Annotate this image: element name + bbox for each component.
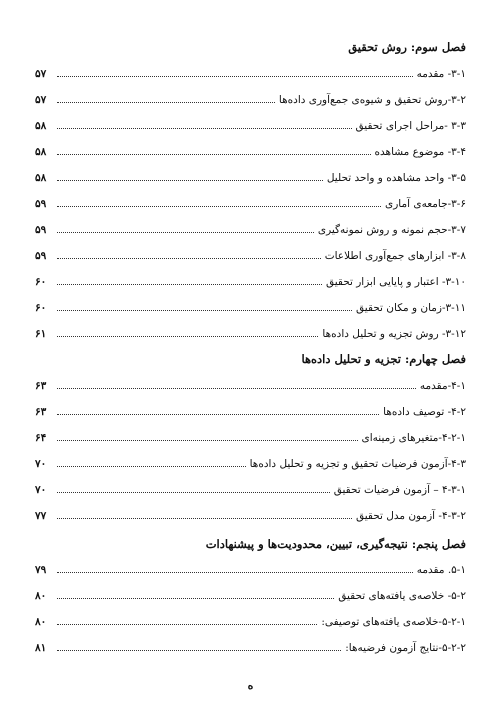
toc-entry-page: ۷۰ [35,484,47,496]
toc-entry [35,588,466,602]
dot-leader [57,76,413,77]
dot-leader [57,440,358,441]
page-number: ه [247,679,254,692]
toc-entry [35,456,466,470]
toc-entry-page: ۵۷ [35,68,47,80]
toc-entry [35,482,466,496]
toc-entry [35,640,466,654]
toc-entry-title: ۵-۱. مقدمه [416,564,466,576]
toc-entry-page: ۶۰ [35,276,47,288]
dot-leader [57,232,314,233]
toc-entry-title: ۳-۱۲- روش تجزیه و تحلیل داده‌ها [322,328,466,340]
dot-leader [57,206,381,207]
toc-entry [35,248,466,262]
dot-leader [57,284,322,285]
chapter-heading: فصل پنجم: نتیجه‌گیری، تبیین، محدودیت‌ها و پیشنهادات [205,537,466,551]
dot-leader [57,598,334,599]
toc-entry-title: ۳-۳ -مراحل اجرای تحقیق [355,120,466,132]
toc-entry [35,144,466,158]
toc-entry-title: ۴-۳-۲- آزمون مدل تحقیق [355,510,466,522]
toc-entry-title: ۳-۱- مقدمه [416,68,466,80]
dot-leader [57,102,275,103]
toc-entry-page: ۵۷ [35,94,47,106]
toc-entry [35,66,466,80]
toc-entry-title: ۳-۴- موضوع مشاهده [374,146,466,158]
toc-entry-page: ۵۸ [35,120,47,132]
toc-entry [35,508,466,522]
toc-entry-page: ۵۹ [35,250,47,262]
toc-entry-title: ۳-۱۱-زمان و مکان تحقیق [356,302,466,314]
toc-entry-title: ۴-۲- توصیف داده‌ها [383,406,466,418]
toc-entry [35,404,466,418]
dot-leader [57,624,317,625]
toc-entry [35,118,466,132]
dot-leader [57,154,371,155]
toc-entry-title: ۳-۷-حجم نمونه و روش نمونه‌گیری [317,224,466,236]
dot-leader [57,650,341,651]
toc-entry-page: ۶۳ [35,380,47,392]
toc-entry-title: ۳-۶-جامعه‌ی آماری [385,198,466,210]
toc-entry-title: ۴-۳-آزمون فرضیات تحقیق و تجزیه و تحلیل داده‌ها [249,458,466,470]
dot-leader [57,572,413,573]
toc-entry-title: ۳-۱۰- اعتبار و پایایی ابزار تحقیق [325,276,466,288]
toc-entry [35,326,466,340]
dot-leader [57,518,352,519]
toc-entry-title: ۳-۵- واحد مشاهده و واحد تحلیل [326,172,466,184]
toc-entry-page: ۸۱ [35,642,47,654]
toc-entry-page: ۵۹ [35,224,47,236]
toc-entry-title: ۵-۲- خلاصه‌ی یافته‌های تحقیق [338,590,466,602]
dot-leader [57,258,321,259]
dot-leader [57,466,246,467]
toc-entry [35,196,466,210]
dot-leader [57,310,352,311]
toc-entry [35,170,466,184]
chapter-heading: فصل سوم: روش تحقیق [348,40,466,54]
toc-entry-page: ۵۸ [35,172,47,184]
dot-leader [57,128,352,129]
toc-entry-page: ۶۳ [35,406,47,418]
toc-entry [35,614,466,628]
toc-entry-page: ۵۸ [35,146,47,158]
toc-entry-page: ۶۴ [35,432,47,444]
toc-entry-title: ۵-۲-۲-نتایج آزمون فرضیه‌ها: [345,642,466,654]
dot-leader [57,180,323,181]
toc-entry-page: ۸۰ [35,616,47,628]
toc-entry [35,222,466,236]
dot-leader [57,388,416,389]
dot-leader [57,336,318,337]
toc-entry-page: ۷۹ [35,564,47,576]
toc-entry-page: ۶۰ [35,302,47,314]
toc-entry-page: ۸۰ [35,590,47,602]
chapter-heading: فصل چهارم: تجزیه و تحلیل داده‌ها [301,352,466,366]
toc-entry-title: ۳-۲-روش تحقیق و شیوه‌ی جمع‌آوری داده‌ها [278,94,466,106]
toc-entry-page: ۷۰ [35,458,47,470]
toc-entry [35,92,466,106]
toc-entry-title: ۳-۸- ابزارهای جمع‌آوری اطلاعات [324,250,466,262]
toc-entry-title: ۴-۱-مقدمه [419,380,466,392]
toc-entry-page: ۷۷ [35,510,47,522]
dot-leader [57,492,330,493]
toc-entry-title: ۵-۲-۱-خلاصه‌ی یافته‌های توصیفی: [321,616,466,628]
toc-entry-page: ۶۱ [35,328,47,340]
dot-leader [57,414,379,415]
toc-entry [35,430,466,444]
toc-entry-page: ۵۹ [35,198,47,210]
toc-entry [35,274,466,288]
toc-entry [35,378,466,392]
toc-entry [35,300,466,314]
toc-entry [35,562,466,576]
toc-entry-title: ۴-۲-۱-متغیرهای زمینه‌ای [361,432,466,444]
toc-entry-title: ۴-۳-۱ – آزمون فرضیات تحقیق [333,484,466,496]
